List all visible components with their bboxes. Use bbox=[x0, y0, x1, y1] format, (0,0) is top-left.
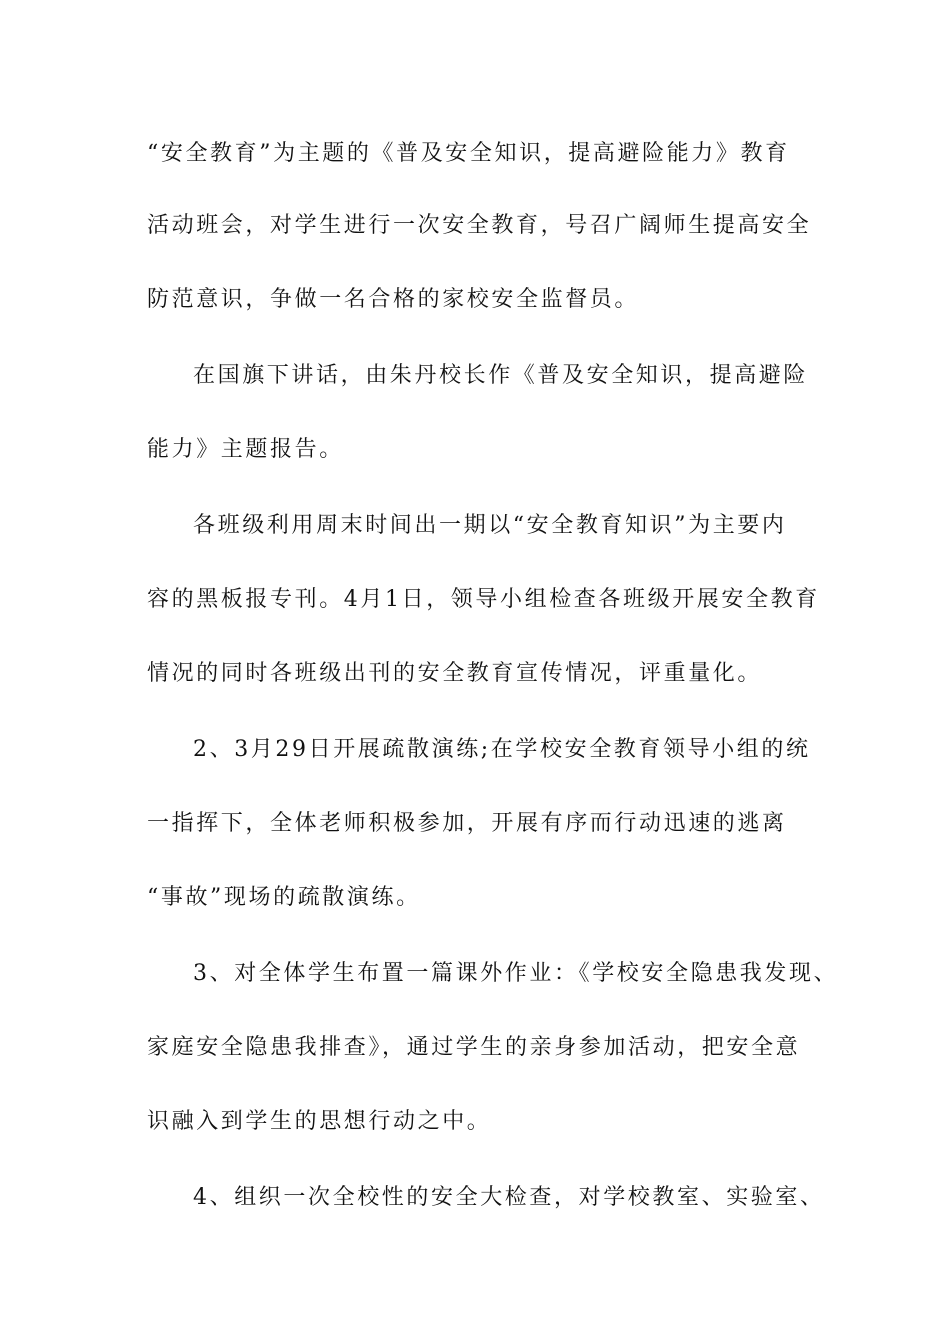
paragraph-first-line: 2、3月29日开展疏散演练;在学校安全教育领导小组的统 bbox=[193, 737, 811, 762]
paragraph-first-line: 3、对全体学生布置一篇课外作业：《学校安全隐患我发现、 bbox=[193, 961, 839, 986]
text-line: 情况的同时各班级出刊的安全教育宣传情况，评重量化。 bbox=[147, 661, 763, 686]
text-line: “事故”现场的疏散演练。 bbox=[147, 885, 421, 910]
text-line: 识融入到学生的思想行动之中。 bbox=[147, 1109, 492, 1134]
text-line: “安全教育”为主题的《普及安全知识，提高避险能力》教育 bbox=[147, 141, 790, 166]
text-line: 容的黑板报专刊。4月1日，领导小组检查各班级开展安全教育 bbox=[147, 587, 820, 612]
paragraph-first-line: 4、组织一次全校性的安全大检查，对学校教室、实验室、 bbox=[193, 1185, 825, 1210]
text-line: 家庭安全隐患我排查》，通过学生的亲身参加活动，把安全意 bbox=[147, 1035, 801, 1060]
paragraph-first-line: 各班级利用周末时间出一期以“安全教育知识”为主要内 bbox=[193, 513, 787, 538]
text-line: 能力》主题报告。 bbox=[147, 437, 344, 462]
text-line: 一指挥下，全体老师积极参加，开展有序而行动迅速的逃离 bbox=[147, 811, 787, 836]
text-line: 防范意识，争做一名合格的家校安全监督员。 bbox=[147, 287, 640, 312]
paragraph-first-line: 在国旗下讲话，由朱丹校长作《普及安全知识，提高避险 bbox=[193, 363, 809, 388]
text-line: 活动班会，对学生进行一次安全教育，号召广阔师生提高安全 bbox=[147, 213, 812, 238]
